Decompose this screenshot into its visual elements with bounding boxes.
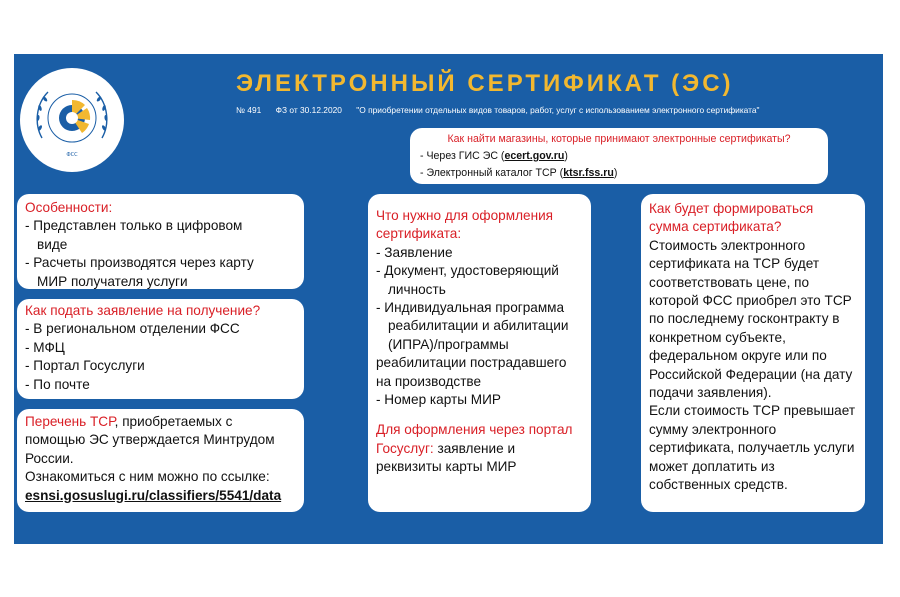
stores-heading: Как найти магазины, которые принимают электронные сертификаты? xyxy=(447,133,791,145)
stores-line-catalog-prefix: - Электронный каталог ТСР ( xyxy=(420,167,564,179)
required-item-ipra: - Индивидуальная программа xyxy=(376,300,565,316)
portal-line xyxy=(376,440,591,458)
features-item-digital-cont: виде xyxy=(37,236,68,252)
sum-text-line: Если стоимость ТСР превышает xyxy=(649,403,856,419)
stores-card xyxy=(410,128,828,184)
tsr-list-text-line1 xyxy=(25,413,304,431)
portal-text-b: реквизиты карты МИР xyxy=(376,459,517,475)
sum-text-line: сертификата на ТСР будет xyxy=(649,256,820,272)
page-title: ЭЛЕКТРОННЫЙ СЕРТИФИКАТ (ЭС) xyxy=(236,70,734,97)
portal-heading-1: Для оформления через портал xyxy=(376,422,573,438)
ktsr-link[interactable]: ktsr.fss.ru xyxy=(563,167,614,179)
features-item-digital: - Представлен только в цифровом xyxy=(25,218,243,234)
sum-text-line: Российской Федерации (на дату xyxy=(649,366,853,382)
spacer xyxy=(376,409,591,421)
sum-text-line: по последнему госконтракту в xyxy=(649,311,840,327)
required-item-ipra-cont: на производстве xyxy=(376,373,482,389)
portal-heading-2: Госуслуг: xyxy=(376,440,434,456)
stores-line-gis xyxy=(420,148,818,165)
tsr-list-red: Перечень ТСР xyxy=(25,414,115,429)
apply-item: - МФЦ xyxy=(25,339,65,355)
sum-text-line: Стоимость электронного xyxy=(649,237,806,253)
stores-line-catalog-suffix: ) xyxy=(613,167,618,179)
sum-text-line: сертификата, получаетль услуги xyxy=(649,440,855,456)
tsr-list-card xyxy=(17,409,304,512)
law-description: "О приобретении отдельных видов товаров, работ, услуг с использованием электронного сертификата" xyxy=(356,105,760,115)
law-subtitle xyxy=(236,105,772,115)
features-heading: Особенности: xyxy=(25,200,113,215)
required-item-id: - Документ, удостоверяющий xyxy=(376,263,559,279)
fss-logo xyxy=(20,68,124,172)
stores-line-catalog xyxy=(420,165,818,182)
certificate-sum-card xyxy=(641,194,865,512)
required-item-ipra-cont: реабилитации пострадавшего xyxy=(376,355,567,371)
sum-text-line: сумму электронного xyxy=(649,421,777,437)
required-item-ipra-cont: реабилитации и абилитации xyxy=(388,318,569,334)
stores-line-gis-suffix: ) xyxy=(564,150,568,162)
tsr-list-text-a: , приобретаемых с xyxy=(114,414,233,429)
required-item-ipra-cont: (ИПРА)/программы xyxy=(388,336,509,352)
sum-body xyxy=(649,237,865,495)
required-docs-card xyxy=(368,194,591,512)
esnsi-link[interactable]: esnsi.gosuslugi.ru/classifiers/5541/data xyxy=(25,487,282,503)
sum-text-line: федеральном округе или по xyxy=(649,348,827,364)
apply-item: - В региональном отделении ФСС xyxy=(25,321,240,337)
apply-item: - По почте xyxy=(25,376,90,392)
required-heading-1: Что нужно для оформления xyxy=(376,208,554,223)
sum-text-line: соответствовать цене, по xyxy=(649,274,810,290)
portal-text-a: заявление и xyxy=(433,440,516,456)
apply-heading: Как подать заявление на получение? xyxy=(25,303,261,318)
law-date: ФЗ от 30.12.2020 xyxy=(275,105,342,115)
sum-text-line: может доплатить из xyxy=(649,458,775,474)
apply-card xyxy=(17,299,304,399)
required-item-id-cont: личность xyxy=(388,281,446,297)
sum-heading-1: Как будет формироваться xyxy=(649,201,814,216)
required-item-application: - Заявление xyxy=(376,244,453,260)
sum-heading-2: сумма сертификата? xyxy=(649,219,782,235)
features-item-card-cont: МИР получателя услуги xyxy=(37,273,188,289)
sum-text-line: конкретном субъекте, xyxy=(649,329,786,345)
law-number: № 491 xyxy=(236,105,262,115)
stores-line-gis-prefix: - Через ГИС ЭС ( xyxy=(420,150,505,162)
required-item-mir: - Номер карты МИР xyxy=(376,392,501,408)
features-item-card: - Расчеты производятся через карту xyxy=(25,255,254,271)
apply-item: - Портал Госуслуги xyxy=(25,358,145,374)
required-heading-2: сертификата: xyxy=(376,226,462,242)
sum-text-line: собственных средств. xyxy=(649,477,788,493)
ecert-link[interactable]: ecert.gov.ru xyxy=(504,150,565,162)
svg-text:ФСС: ФСС xyxy=(66,152,78,158)
tsr-list-text-line3: России. xyxy=(25,450,74,466)
tsr-list-text-line2: помощью ЭС утверждается Минтрудом xyxy=(25,432,275,448)
sum-text-line: которой ФСС приобрел это ТСР xyxy=(649,293,852,309)
tsr-list-link-intro: Ознакомиться с ним можно по ссылке: xyxy=(25,469,270,485)
features-card xyxy=(17,194,304,289)
sum-text-line: подачи заявления). xyxy=(649,385,772,401)
